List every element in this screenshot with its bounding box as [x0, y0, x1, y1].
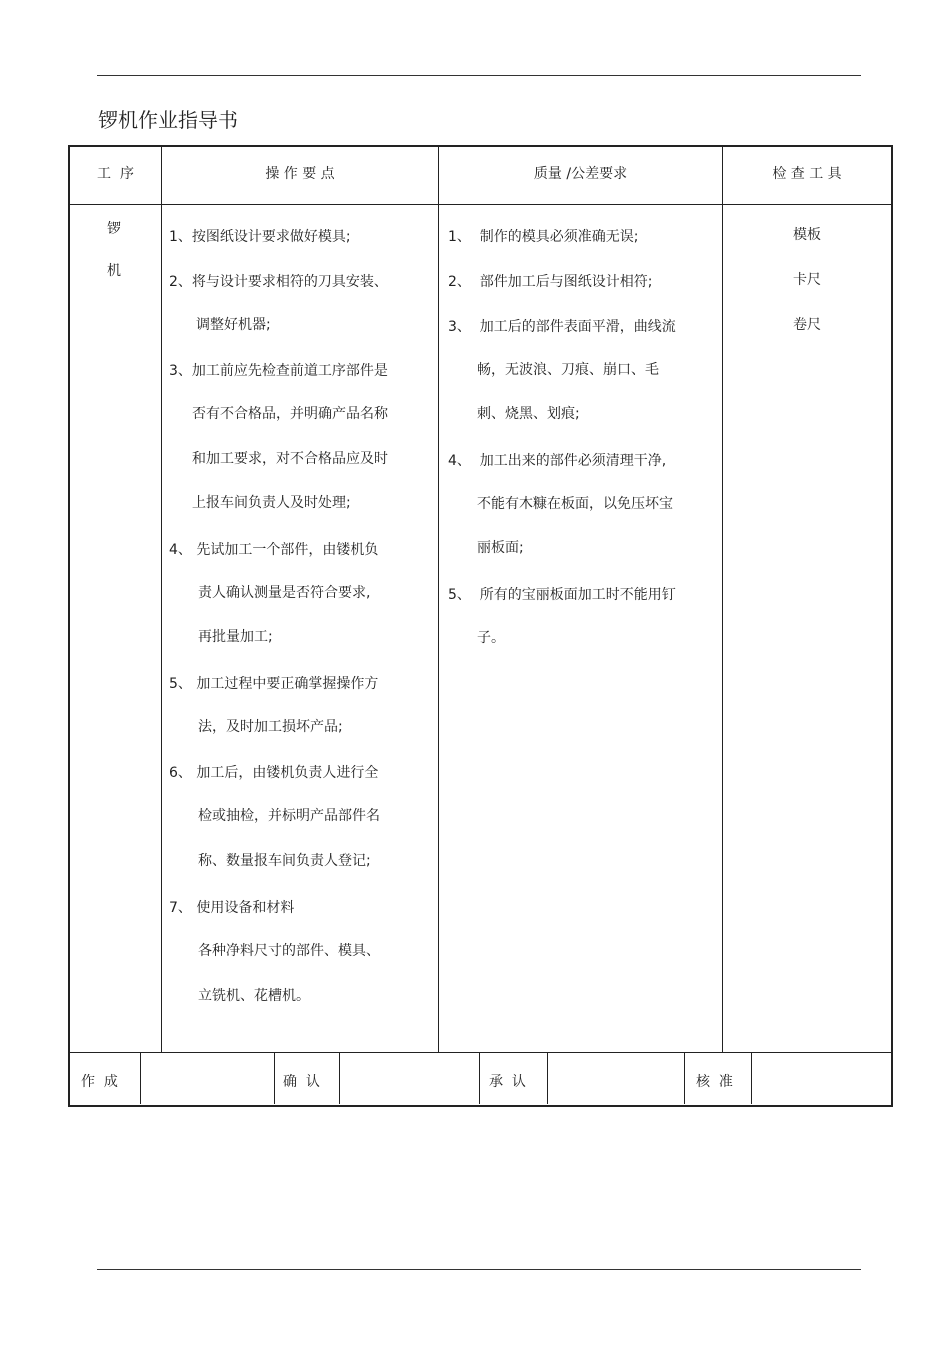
key-point-line: 法，及时加工损坏产品; [198, 719, 343, 735]
header-quality: 质量 /公差要求 [533, 166, 628, 182]
tool-template: 模板 [793, 227, 821, 243]
key-point-line: 检或抽检，并标明产品部件名 [198, 808, 380, 824]
key-point-line: 2、将与设计要求相符的刀具安装、 [169, 274, 388, 290]
key-point-line: 称、数量报车间负责人登记; [198, 853, 371, 869]
tool-tape-measure: 卷尺 [793, 317, 821, 333]
key-point-line: 5、 加工过程中要正确掌握操作方 [169, 676, 379, 692]
process-char-1: 锣 [107, 221, 121, 237]
header-key-points: 操 作 要 点 [265, 166, 335, 182]
quality-line: 3、 加工后的部件表面平滑，曲线流 [448, 319, 676, 335]
footer-divider-1 [140, 1052, 141, 1104]
footer-verify: 核 准 [696, 1074, 733, 1090]
key-point-line: 4、 先试加工一个部件，由镂机负 [169, 542, 379, 558]
key-point-line: 7、 使用设备和材料 [169, 900, 295, 916]
header-tools: 检 查 工 具 [772, 166, 842, 182]
key-point-line: 3、加工前应先检查前道工序部件是 [169, 363, 388, 379]
tool-caliper: 卡尺 [793, 272, 821, 288]
footer-divider-5 [547, 1052, 548, 1104]
quality-line: 1、 制作的模具必须准确无误; [448, 229, 639, 245]
quality-line: 丽板面; [477, 540, 524, 556]
quality-line: 5、 所有的宝丽板面加工时不能用钉 [448, 587, 676, 603]
footer-divider-3 [339, 1052, 340, 1104]
key-point-line: 和加工要求，对不合格品应及时 [192, 451, 388, 467]
quality-line: 刺、烧黑、划痕; [477, 406, 580, 422]
key-point-line: 再批量加工; [198, 629, 273, 645]
col-divider-2 [438, 145, 439, 1053]
key-point-line: 6、 加工后，由镂机负责人进行全 [169, 765, 379, 781]
key-point-line: 责人确认测量是否符合要求, [198, 585, 371, 601]
footer-divider-7 [751, 1052, 752, 1104]
key-point-line: 1、按图纸设计要求做好模具; [169, 229, 351, 245]
key-point-line: 调整好机器; [196, 317, 271, 333]
key-point-line: 上报车间负责人及时处理; [192, 495, 351, 511]
process-char-2: 机 [107, 263, 121, 279]
quality-line: 4、 加工出来的部件必须清理干净, [448, 453, 667, 469]
footer-approve: 承 认 [489, 1074, 526, 1090]
header-divider [68, 204, 891, 205]
key-point-line: 否有不合格品，并明确产品名称 [192, 406, 388, 422]
page-title: 锣机作业指导书 [98, 108, 238, 132]
header-process: 工 序 [97, 166, 134, 182]
quality-line: 不能有木糠在板面，以免压坏宝 [477, 496, 673, 512]
footer-confirm: 确 认 [283, 1074, 320, 1090]
quality-line: 畅，无波浪、刀痕、崩口、毛 [477, 362, 659, 378]
key-point-line: 立铣机、花槽机。 [198, 988, 310, 1004]
quality-line: 2、 部件加工后与图纸设计相符; [448, 274, 653, 290]
top-rule [97, 75, 861, 76]
footer-divider-2 [274, 1052, 275, 1104]
key-point-line: 各种净料尺寸的部件、模具、 [198, 943, 380, 959]
col-divider-1 [161, 145, 162, 1053]
footer-divider-4 [479, 1052, 480, 1104]
footer-divider-6 [684, 1052, 685, 1104]
quality-line: 子。 [477, 630, 505, 646]
bottom-rule [97, 1269, 861, 1270]
footer-made-by: 作 成 [81, 1074, 118, 1090]
